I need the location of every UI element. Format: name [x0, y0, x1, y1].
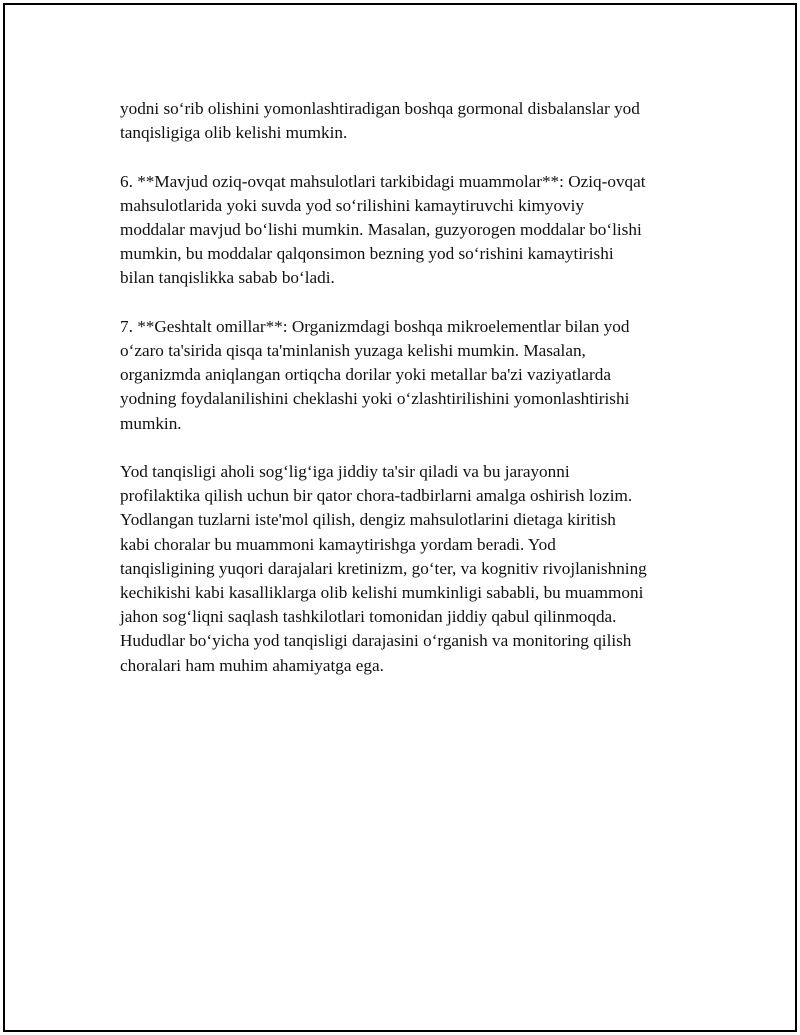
text-line: mahsulotlarida yoki suvda yod so‘rilishini kamaytiruvchi kimyoviy [120, 195, 585, 215]
text-line: Hududlar bo‘yicha yod tanqisligi darajasini o‘rganish va monitoring qilish [120, 631, 632, 651]
text-line: Yod tanqisligi aholi sog‘lig‘iga jiddiy ta'sir qiladi va bu jarayonni [120, 462, 570, 481]
text-line: mumkin, bu moddalar qalqonsimon bezning yod so‘rishini kamaytirishi [120, 244, 614, 264]
text-line: yodni so‘rib olishini yomonlashtiradigan boshqa gormonal disbalanslar yod [120, 99, 640, 118]
text-line: 6. **Mavjud oziq-ovqat mahsulotlari tarkibidagi muammolar**: Oziq-ovqat [120, 171, 646, 191]
text-line: moddalar mavjud bo‘lishi mumkin. Masalan, guzyorogen moddalar bo‘lishi [120, 220, 642, 239]
text-line: choralari ham muhim ahamiyatga ega. [120, 655, 384, 675]
page-frame [3, 3, 797, 1032]
text-line: profilaktika qilish uchun bir qator chora-tadbirlarni amalga oshirish lozim. [120, 486, 633, 506]
text-line: bilan tanqislikka sabab bo‘ladi. [120, 268, 335, 288]
paragraph-intro-continuation [120, 97, 700, 145]
text-line: Yodlangan tuzlarni iste'mol qilish, dengiz mahsulotlarini dietaga kiritish [120, 510, 616, 530]
text-line: 7. **Geshtalt omillar**: Organizmdagi boshqa mikroelementlar bilan yod [120, 316, 630, 336]
paragraph-item-7 [120, 315, 700, 436]
text-line: tanqisligining yuqori darajalari kretinizm, go‘ter, va kognitiv rivojlanishning [120, 558, 647, 578]
text-line: jahon sog‘liqni saqlash tashkilotlari tomonidan jiddiy qabul qilinmoqda. [120, 607, 617, 627]
text-line: o‘zaro ta'sirida qisqa ta'minlanish yuzaga kelishi mumkin. Masalan, [120, 341, 586, 360]
text-line: organizmda aniqlangan ortiqcha dorilar yoki metallar ba'zi vaziyatlarda [120, 365, 611, 385]
text-line: kechikishi kabi kasalliklarga olib kelishi mumkinligi sababli, bu muammoni [120, 583, 644, 603]
text-line: tanqisligiga olib kelishi mumkin. [120, 123, 348, 143]
text-line: kabi choralar bu muammoni kamaytirishga yordam beradi. Yod [120, 534, 556, 554]
document-body [120, 97, 700, 702]
text-line: mumkin. [120, 413, 182, 433]
paragraph-conclusion [120, 460, 700, 678]
paragraph-item-6 [120, 170, 700, 291]
text-line: yodning foydalanilishini cheklashi yoki o‘zlashtirilishini yomonlashtirishi [120, 389, 630, 409]
